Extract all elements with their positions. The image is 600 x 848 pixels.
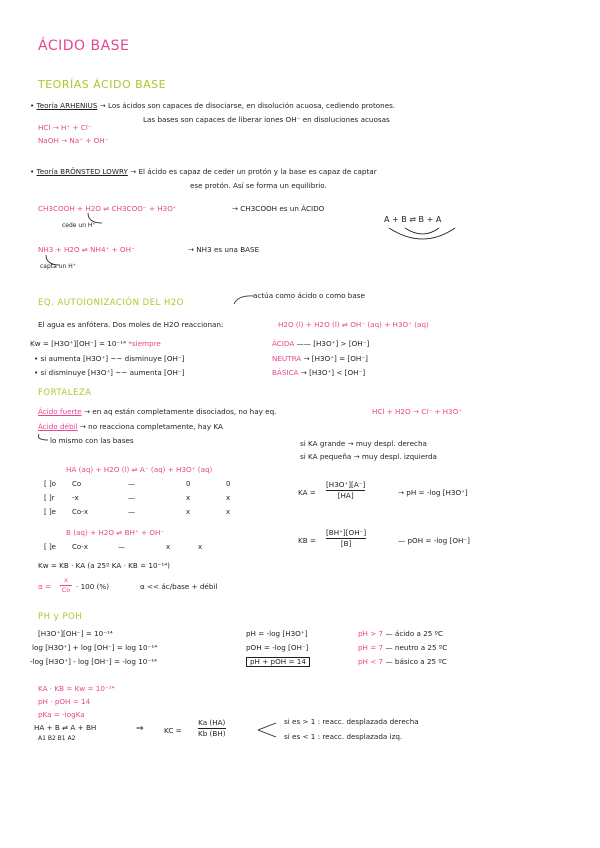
kc-rule-2: si es < 1 : reacc. desplazada izq. (284, 732, 403, 741)
ka-lhs: KA = (298, 488, 316, 497)
ha-equation: HA (aq) + H2O (l) ⇌ A⁻ (aq) + H3O⁺ (aq) (66, 465, 213, 474)
ph-sum-box: pH + pOH = 14 (246, 657, 310, 667)
pka-def: pKa = -logKa (38, 710, 85, 719)
autoion-heading: EQ. AUTOIONIZACIÓN DEL H2O (38, 298, 184, 308)
kc-denominator: Kb (BH) (198, 729, 226, 739)
ice-ha-cell: Co (72, 480, 82, 488)
ka-kb-product: KA · KB = Kw = 10⁻¹⁴ (38, 684, 115, 693)
ph-line2: log [H3O⁺] + log [OH⁻] = log 10⁻¹⁴ (32, 643, 158, 652)
bullet: • (30, 101, 37, 110)
ph-rule-3-text: — básico a 25 ºC (385, 657, 447, 666)
kw-expression: Kw = [H3O⁺][OH⁻] = 10⁻¹⁴ (30, 339, 126, 348)
fuerte-text: → en aq están completamente disociados, no hay eq. (83, 407, 277, 416)
kc-branch-arrows-icon (256, 720, 280, 742)
ph-rule-3 (358, 658, 447, 666)
ice-b-cell: x (198, 543, 203, 551)
ice-b-cell: — (118, 543, 125, 551)
ice-ha-cell: x (226, 494, 231, 502)
acida-label: ÁCIDA (272, 339, 295, 348)
kw-note: *siempre (128, 339, 161, 348)
bronsted-eq1: CH3COOH + H2O ⇌ CH3COO⁻ + H3O⁺ (38, 204, 177, 213)
ice-ha-cell: -x (72, 494, 79, 502)
autoion-note: actúa como ácido o como base (253, 291, 365, 300)
acid-base-pair: A + B ⇌ B + A (384, 215, 442, 224)
fuerte-eq: HCl + H2O → Cl⁻ + H3O⁺ (372, 407, 463, 416)
ph-line3: -log [H3O⁺] - log [OH⁻] = -log 10⁻¹⁴ (30, 657, 157, 666)
ice-ha-cell: x (226, 508, 231, 516)
ph-line1: [H3O⁺][OH⁻] = 10⁻¹⁴ (38, 629, 113, 638)
autoion-rule2: • si disminuye [H3O⁺] ~~ aumenta [OH⁻] (34, 368, 185, 377)
kb-fraction (326, 529, 366, 549)
ph-heading: PH y POH (38, 612, 83, 622)
ka-pequena: si KA pequeña → muy despl. izquierda (300, 452, 437, 461)
ice-ha-cell: 0 (226, 480, 231, 488)
acida-relation: —— [H3O⁺] > [OH⁻] (296, 339, 370, 348)
bronsted-eq2-sub: capta un H⁺ (40, 263, 76, 270)
kb-numerator: [BH⁺][OH⁻] (326, 528, 367, 537)
ph-rule-3-cond: pH < 7 (358, 657, 384, 666)
neutra-relation: → [H3O⁺] = [OH⁻] (303, 354, 368, 363)
alpha-note: α << ác/base + débil (140, 582, 218, 591)
arrhenius-row (30, 102, 395, 110)
basica-row (272, 369, 365, 377)
bullet: • (30, 167, 37, 176)
ka-grande: si KA grande → muy despl. derecha (300, 439, 427, 448)
kc-fraction (198, 719, 226, 739)
ice-b-label: [ ]e (44, 543, 56, 551)
bronsted-eq1-note: → CH3COOH es un ÁCIDO (232, 204, 325, 213)
ka-numerator: [H3O⁺][A⁻] (326, 480, 366, 489)
bronsted-eq2-note: → NH3 es una BASE (188, 245, 260, 254)
bronsted-label: Teoría BRÖNSTED LOWRY (36, 167, 128, 176)
ice-ha-cell: — (128, 508, 135, 516)
ice-ha-cell: x (186, 494, 191, 502)
bases-text: lo mismo con las bases (50, 436, 134, 445)
conjugate-arrows-icon (385, 226, 463, 246)
ice-ha-label-2: [ ]e (44, 508, 56, 516)
alpha-rhs: · 100 (%) (76, 582, 110, 591)
acid-base-reaction: HA + B ⇌ A + BH (34, 723, 97, 732)
page-title: ÁCIDO BASE (38, 38, 130, 54)
ph-rule-1-cond: pH > 7 (358, 629, 384, 638)
arrhenius-line2: Las bases son capaces de liberar iones OH⁻ en disoluciones acuosas (143, 115, 390, 124)
bronsted-line1: → El ácido es capaz de ceder un protón y la base es capaz de captar (130, 167, 377, 176)
autoion-line1-eq: H2O (l) + H2O (l) ⇌ OH⁻ (aq) + H3O⁺ (aq) (278, 320, 429, 329)
arrhenius-line1: → Los ácidos son capaces de disociarse, en disolución acuosa, cediendo protones. (99, 101, 396, 110)
ph-rule-1-text: — ácido a 25 ºC (385, 629, 444, 638)
arrhenius-eq1: HCl → H⁺ + Cl⁻ (38, 123, 92, 132)
kb-lhs: KB = (298, 536, 316, 545)
poh-def: pOH = -log [OH⁻] (246, 643, 309, 652)
ice-ha-cell: — (128, 494, 135, 502)
fortaleza-heading: FORTALEZA (38, 388, 92, 398)
ice-b-cell: x (166, 543, 171, 551)
ice-ha-cell: Co-x (72, 508, 88, 516)
ka-fraction (326, 481, 365, 501)
bronsted-eq1-sub: cede un H⁺ (62, 222, 96, 229)
ph-rule-1 (358, 630, 443, 638)
ice-ha-label-1: [ ]r (44, 494, 55, 502)
debil-text: → no reacciona completamente, hay KA (79, 422, 223, 431)
debil-label: Ácido débil (38, 422, 78, 431)
ph-rule-2 (358, 644, 447, 652)
kw-row (30, 340, 161, 348)
ice-b-cell: Co-x (72, 543, 88, 551)
ph-rule-2-text: — neutro a 25 ºC (385, 643, 448, 652)
bases-arrow-icon (36, 434, 50, 444)
b-equation: B (aq) + H2O ⇌ BH⁺ + OH⁻ (66, 528, 165, 537)
alpha-fraction (60, 577, 72, 595)
autoion-rule1: • si aumenta [H3O⁺] ~~ disminuye [OH⁻] (34, 354, 185, 363)
bronsted-line2: ese protón. Así se forma un equilibrio. (190, 181, 327, 190)
ph-rule-2-cond: pH = 7 (358, 643, 384, 652)
neutra-row (272, 355, 368, 363)
fuerte-label: Ácido fuerte (38, 407, 82, 416)
ice-ha-cell: — (128, 480, 135, 488)
bronsted-eq2: NH3 + H2O ⇌ NH4⁺ + OH⁻ (38, 245, 135, 254)
neutra-label: NEUTRA (272, 354, 302, 363)
section-teorias-heading: TEORÍAS ÁCIDO BASE (38, 78, 167, 91)
basica-label: BÁSICA (272, 368, 299, 377)
kb-denominator: [B] (340, 539, 352, 549)
fuerte-row (38, 408, 276, 416)
autoion-line1: El agua es anfótera. Dos moles de H2O reaccionan: (38, 320, 224, 329)
alpha-lhs: α = (38, 582, 52, 591)
kw-relation: Kw = KB · KA (a 25º KA · KB = 10⁻¹⁴) (38, 561, 170, 570)
alpha-numerator: x (64, 576, 68, 584)
kc-lhs: KC = (164, 726, 182, 735)
ice-ha-label-0: [ ]o (44, 480, 56, 488)
ice-ha-cell: 0 (186, 480, 191, 488)
ka-rhs: → pH = -log [H3O⁺] (398, 488, 468, 497)
alpha-denominator: Co (61, 586, 71, 595)
ph-poh-product: pH · pOH = 14 (38, 697, 91, 706)
arrhenius-eq2: NaOH → Na⁺ + OH⁻ (38, 136, 109, 145)
kb-rhs: — pOH = -log [OH⁻] (398, 536, 470, 545)
kc-numerator: Ka (HA) (198, 718, 226, 727)
ph-def: pH = -log [H3O⁺] (246, 629, 308, 638)
implies-arrow: ⇒ (136, 724, 144, 734)
debil-row (38, 423, 223, 431)
ka-denominator: [HA] (337, 491, 354, 501)
acida-row (272, 340, 369, 348)
acid-base-reaction-sub: A1 B2 B1 A2 (38, 735, 76, 742)
arrhenius-label: Teoría ARHENIUS (36, 101, 98, 110)
basica-relation: → [H3O⁺] < [OH⁻] (300, 368, 366, 377)
ice-ha-cell: x (186, 508, 191, 516)
kc-rule-1: si es > 1 : reacc. desplazada derecha (284, 717, 419, 726)
bronsted-row (30, 168, 377, 176)
